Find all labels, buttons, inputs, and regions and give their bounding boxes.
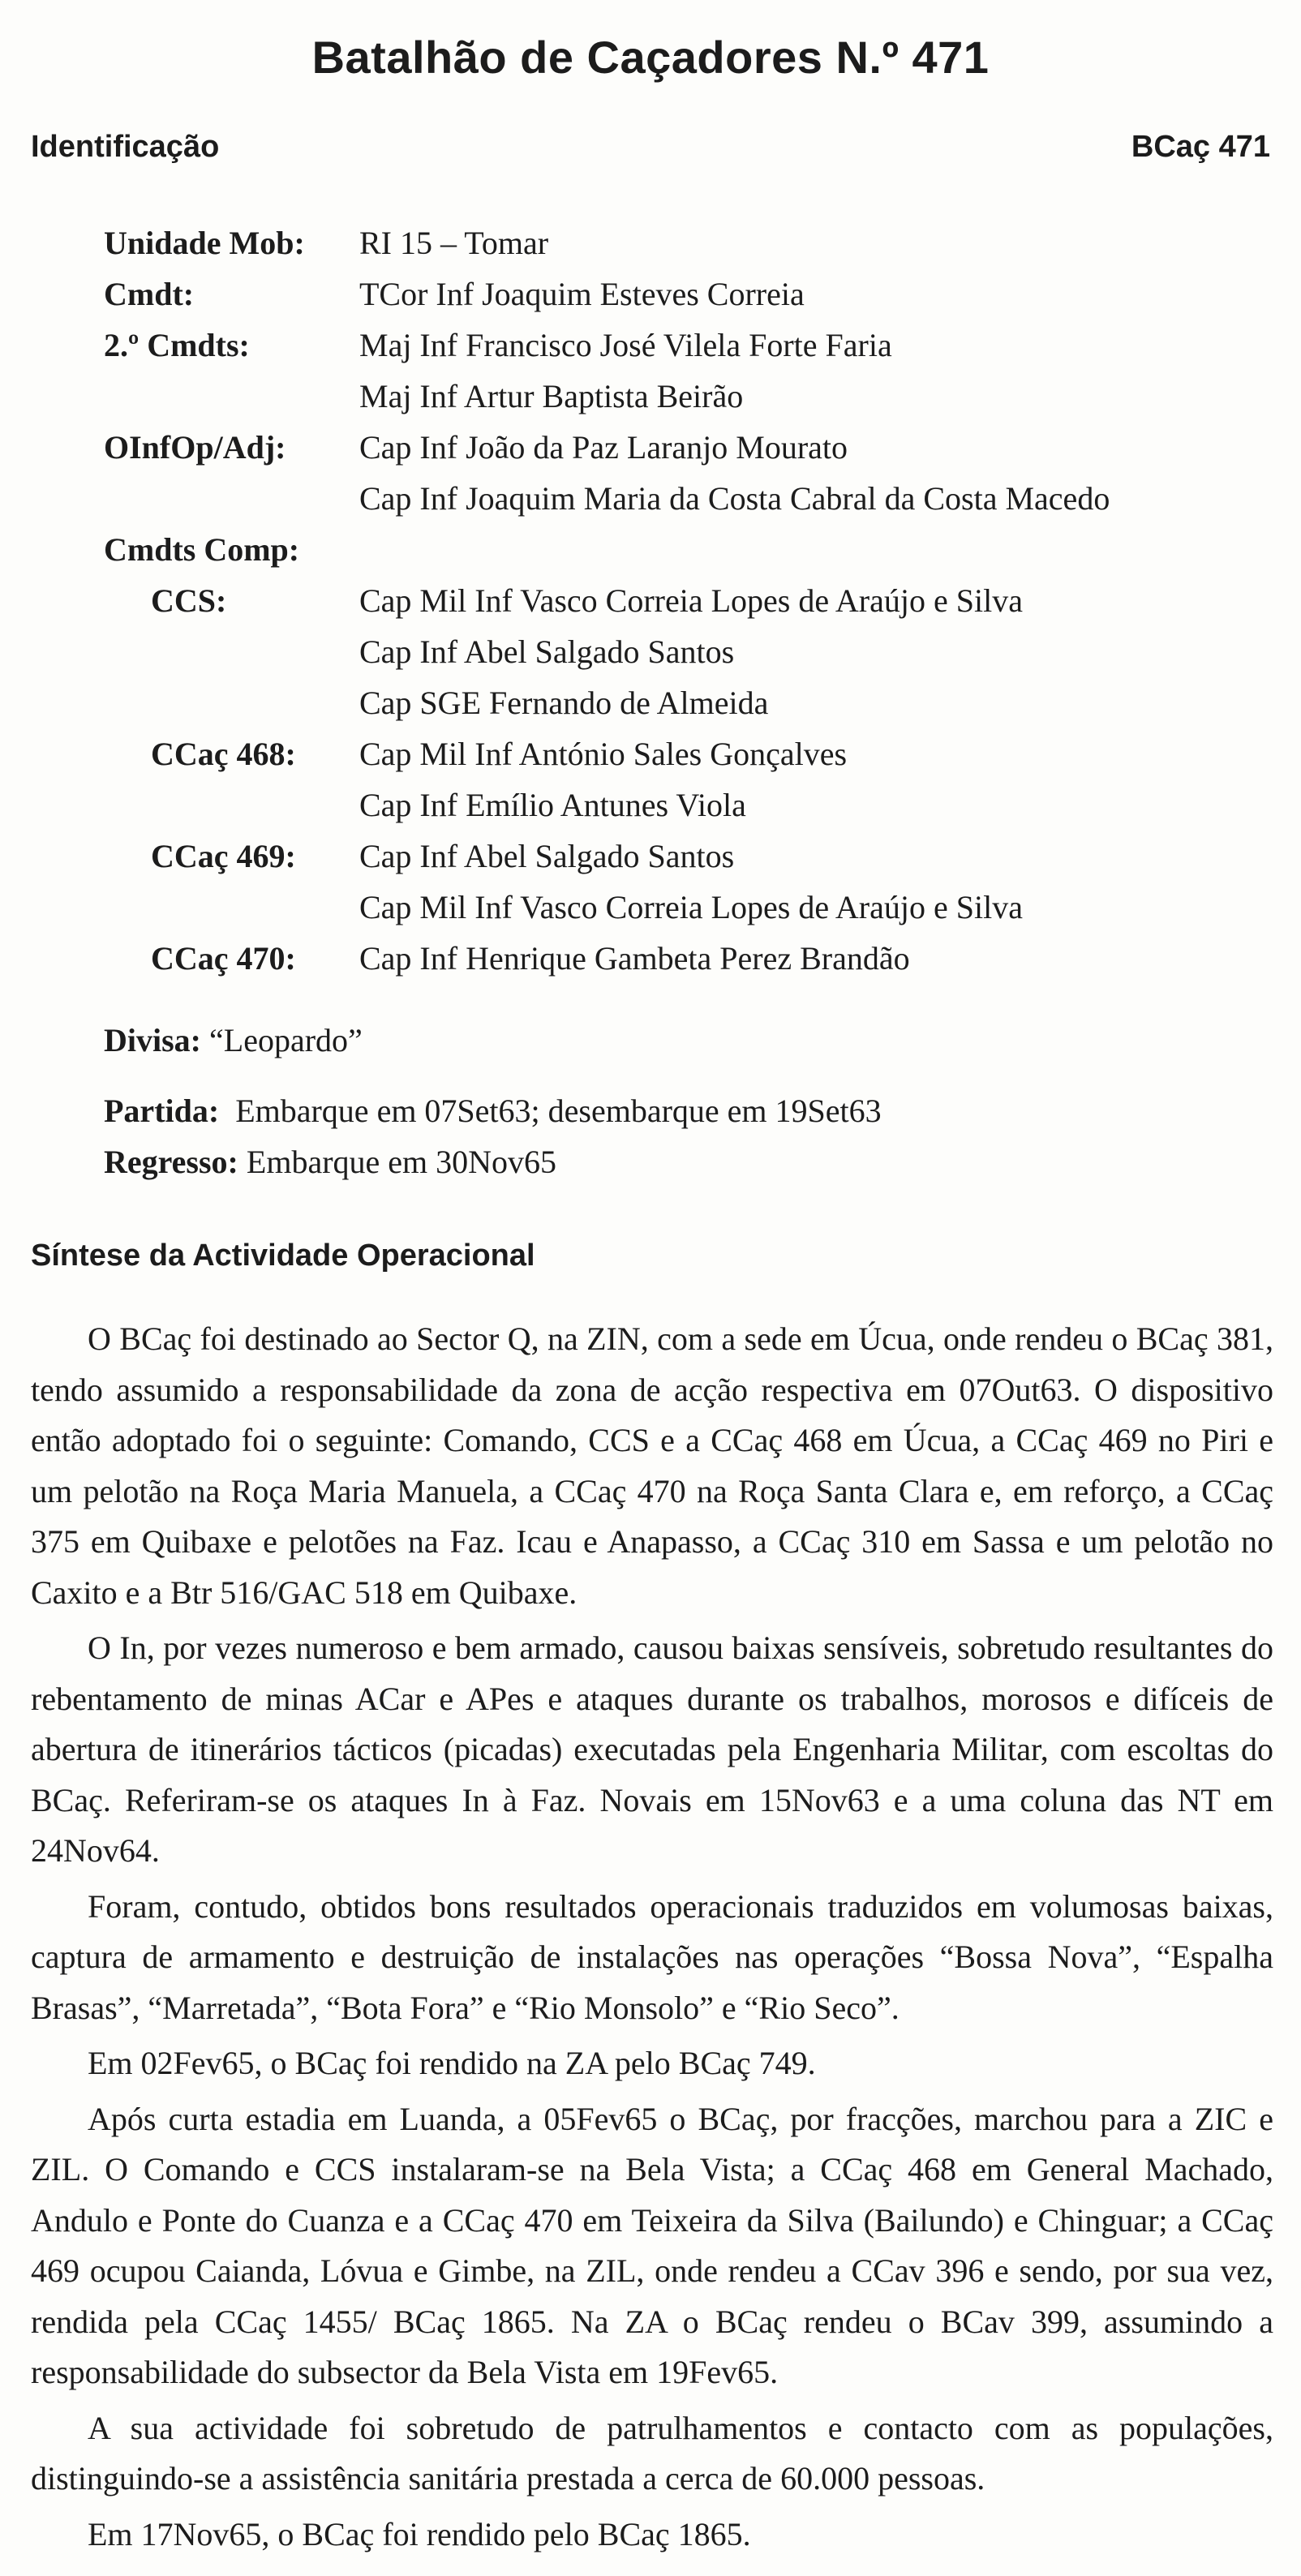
id-label: CCaç 468:	[151, 736, 296, 772]
id-value: Cap Inf Henrique Gambeta Perez Brandão	[359, 940, 910, 977]
id-label: CCaç 470:	[151, 940, 296, 977]
synthesis-heading: Síntese da Actividade Operacional	[31, 1239, 535, 1273]
id-label: Cmdts Comp:	[104, 531, 300, 568]
paragraph: Em 02Fev65, o BCaç foi rendido na ZA pelo BCaç 749.	[88, 2045, 816, 2081]
identification-heading: Identificação	[31, 130, 220, 164]
paragraph: Após curta estadia em Luanda, a 05Fev65 o BCaç, por fracções, marchou para a ZIC e ZIL. O Comando e CCS instalaram-se na Bela Vista; a CCaç 468 em General Machado, Andulo e Ponte do Cuanza e a CCaç 470 em Teixeira da Silva (Bailundo) e Chinguar; a CCaç 469 ocupou Caianda, Lóvua e Gimbe, na ZIL, onde rendeu a CCav 396 e sendo, por sua vez, rendida pela CCaç 1455/ BCaç 1865. Na ZA o BCaç rendeu o BCav 399, assumindo a responsabilidade do subsector da Bela Vista em 19Fev65.	[31, 2100, 1273, 2390]
id-value: Cap Mil Inf Vasco Correia Lopes de Araújo e Silva	[359, 889, 1023, 925]
id-row-ccs-cont	[0, 626, 1301, 677]
paragraph: Em 17Nov65, o BCaç foi rendido pelo BCaç 1865.	[88, 2515, 751, 2552]
identification-table	[0, 217, 1301, 984]
id-value: Cap Inf Abel Salgado Santos	[359, 838, 735, 874]
synthesis-body	[31, 1314, 1273, 2565]
id-row-cmdts-comp	[0, 524, 1301, 575]
regresso-value: Embarque em 30Nov65	[246, 1144, 557, 1180]
paragraph: A sua actividade foi sobretudo de patrulhamentos e contacto com as populações, distinguindo-se a assistência sanitária prestada a cerca de 60.000 pessoas.	[31, 2409, 1273, 2497]
regresso-label: Regresso:	[104, 1144, 238, 1180]
id-value: Cap Mil Inf Vasco Correia Lopes de Araújo e Silva	[359, 582, 1023, 619]
id-row-ccs	[0, 575, 1301, 626]
id-row-unidade-mob	[0, 217, 1301, 268]
id-label: OInfOp/Adj:	[104, 429, 286, 466]
id-row-2-cmdts	[0, 320, 1301, 371]
id-value: TCor Inf Joaquim Esteves Correia	[359, 276, 805, 312]
id-label: Unidade Mob:	[104, 225, 305, 261]
id-row-ccac-469	[0, 831, 1301, 882]
partida-label: Partida:	[104, 1093, 220, 1129]
paragraph: Foram, contudo, obtidos bons resultados operacionais traduzidos em volumosas baixas, captura de armamento e destruição de instalações nas operações “Bossa Nova”, “Espalha Brasas”, “Marretada”, “Bota Fora” e “Rio Monsolo” e “Rio Seco”.	[31, 1887, 1273, 2026]
paragraph: O BCaç foi destinado ao Sector Q, na ZIN, com a sede em Úcua, onde rendeu o BCaç 381, tendo assumido a responsabilidade da zona de acção respectiva em 07Out63. O dispositivo então adoptado foi o seguinte: Comando, CCS e a CCaç 468 em Úcua, a CCaç 469 no Piri e um pelotão na Roça Maria Manuela, a CCaç 470 na Roça Santa Clara e, em reforço, a CCaç 375 em Quibaxe e pelotões na Faz. Icau e Anapasso, a CCaç 310 em Sassa e um pelotão no Caxito e a Btr 516/GAC 518 em Quibaxe.	[31, 1320, 1273, 1611]
page-title: Batalhão de Caçadores N.º 471	[311, 32, 990, 83]
partida-line	[104, 1092, 882, 1130]
id-value: Maj Inf Francisco José Vilela Forte Faria	[359, 327, 892, 363]
unit-code: BCaç 471	[1131, 130, 1270, 164]
divisa-line	[104, 1021, 363, 1059]
id-label: CCS:	[151, 582, 227, 619]
id-row-2-cmdts-cont	[0, 371, 1301, 422]
id-row-ccac-470	[0, 933, 1301, 984]
id-value: RI 15 – Tomar	[359, 225, 549, 261]
id-value: Cap Inf João da Paz Laranjo Mourato	[359, 429, 848, 466]
id-row-ccs-cont	[0, 677, 1301, 728]
id-value: Cap Mil Inf António Sales Gonçalves	[359, 736, 848, 772]
id-value: Cap Inf Emílio Antunes Viola	[359, 787, 746, 823]
id-row-oinfop-adj	[0, 422, 1301, 473]
id-row-oinfop-adj-cont	[0, 473, 1301, 524]
id-row-ccac-468	[0, 728, 1301, 779]
id-row-ccac-468-cont	[0, 779, 1301, 831]
divisa-label: Divisa:	[104, 1022, 201, 1058]
id-row-cmdt	[0, 268, 1301, 320]
id-value: Cap Inf Abel Salgado Santos	[359, 633, 735, 670]
id-value: Cap SGE Fernando de Almeida	[359, 685, 769, 721]
partida-value: Embarque em 07Set63; desembarque em 19Set63	[235, 1093, 882, 1129]
regresso-line	[104, 1143, 556, 1181]
paragraph: O In, por vezes numeroso e bem armado, causou baixas sensíveis, sobretudo resultantes do rebentamento de minas ACar e APes e ataques durante os trabalhos, morosos e difíceis de abertura de itinerários tácticos (picadas) executadas pela Engenharia Militar, com escoltas do BCaç. Referiram-se os ataques In à Faz. Novais em 15Nov63 e a uma coluna das NT em 24Nov64.	[31, 1629, 1273, 1869]
id-label: Cmdt:	[104, 276, 195, 312]
id-row-ccac-469-cont	[0, 882, 1301, 933]
id-value: Cap Inf Joaquim Maria da Costa Cabral da Costa Macedo	[359, 480, 1110, 517]
id-value: Maj Inf Artur Baptista Beirão	[359, 378, 744, 414]
id-label: 2.º Cmdts:	[104, 327, 250, 363]
id-label: CCaç 469:	[151, 838, 296, 874]
divisa-value: “Leopardo”	[209, 1022, 363, 1058]
